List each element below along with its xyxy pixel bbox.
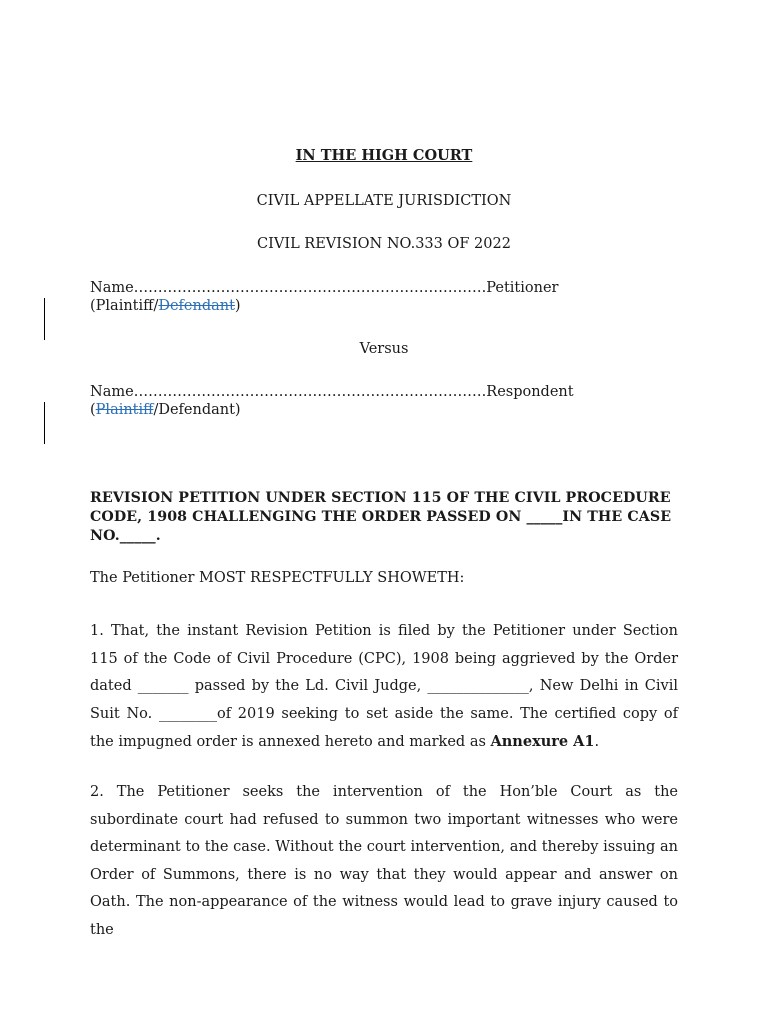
revision-bar-petitioner: [44, 298, 45, 340]
paragraph-1-end: .: [594, 734, 600, 750]
case-number-line: CIVIL REVISION NO.333 OF 2022: [257, 236, 511, 252]
paragraph-1: [90, 618, 678, 757]
petitioner-role-open: (Plaintiff/: [90, 298, 159, 314]
paragraph-2: 2. The Petitioner seeks the intervention of the Hon’ble Court as the subordinate court had refused to summon two important witnesses who were determinant to the case. Without the court intervention, and thereby issuing an Order of Summons, there is no way that they would appear and answer on Oath. The non-appearance of the witness would lead to grave injury caused to the: [90, 784, 678, 938]
petition-heading: REVISION PETITION UNDER SECTION 115 OF THE CIVIL PROCEDURE CODE, 1908 CHALLENGING THE ORDER PASSED ON _____IN THE CASE NO._____.: [90, 490, 672, 544]
petitioner-role: [90, 298, 241, 314]
annexure-label: Annexure A1: [490, 733, 595, 750]
respondent-role: [90, 402, 241, 418]
petitioner-name-line: Name……………………………………………………………….Petitioner: [90, 280, 559, 296]
versus-label: Versus: [359, 341, 409, 357]
paragraph-1-text: 1. That, the instant Revision Petition is filed by the Petitioner under Section 115 of the Code of Civil Procedure (CPC), 1908 being aggrieved by the Order dated _______ passed by the Ld. Civil Judge, ______________, New Delhi in Civil Suit No. ________of 2019 seeking to set aside the same. The certified copy of the impugned order is annexed hereto and marked as: [90, 623, 678, 750]
respondent-name-line: Name……………………………………………………………….Respondent: [90, 384, 574, 400]
petitioner-role-close: ): [234, 298, 241, 314]
petitioner-role-struck: Defendant: [158, 298, 235, 314]
respondent-role-close: /Defendant): [153, 402, 241, 418]
court-title: IN THE HIGH COURT: [295, 147, 473, 164]
respondent-role-struck: Plaintiff: [95, 402, 154, 418]
showeth-line: The Petitioner MOST RESPECTFULLY SHOWETH:: [90, 570, 465, 586]
revision-bar-respondent: [44, 402, 45, 444]
jurisdiction-line: CIVIL APPELLATE JURISDICTION: [256, 193, 512, 209]
respondent-role-open: (: [90, 402, 96, 418]
